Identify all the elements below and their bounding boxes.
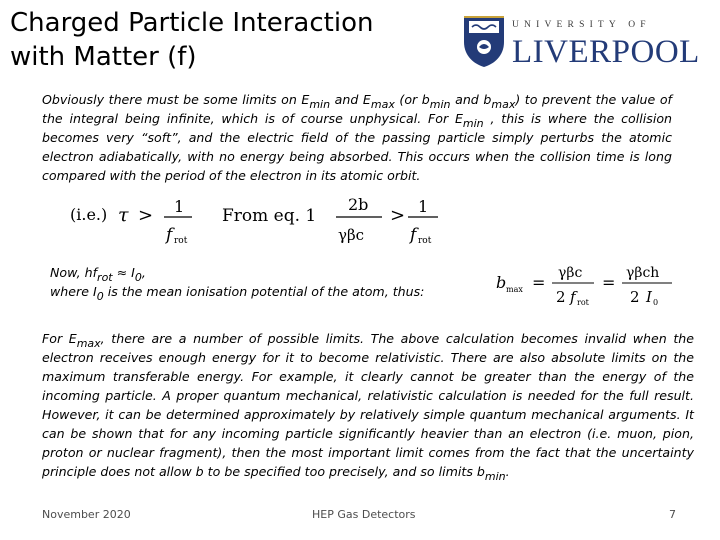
- eq2-den1-2: 2: [556, 288, 566, 306]
- eq2-eq-b: =: [602, 273, 616, 292]
- eq1-rot-a: rot: [174, 236, 188, 246]
- eq2-b: b: [496, 273, 507, 292]
- eq1-one-a: 1: [174, 197, 185, 216]
- eq1-ie: (i.e.): [70, 205, 108, 224]
- footer-date: November 2020: [42, 508, 131, 521]
- university-logo: [462, 14, 700, 74]
- eq2-den1-rot: rot: [577, 298, 589, 306]
- eq1-f-a: f: [166, 225, 173, 245]
- paragraph-ionisation: Now, $hf_{rot} \approx I_0$, where $I_0$ is the mean ionisation potential of the atom, thus:: [50, 265, 425, 303]
- eq2-eq-a: =: [532, 273, 546, 292]
- footer-page-number: 7: [669, 508, 676, 521]
- eq1-one-b: 1: [418, 197, 429, 216]
- eq2-den2-2: 2: [630, 288, 640, 306]
- eq2-num1: γβc: [558, 265, 583, 281]
- eq2-den1-f: f: [570, 288, 576, 306]
- eq1-gamma-beta-c: γβc: [338, 226, 365, 244]
- eq2-max: max: [506, 285, 523, 294]
- slide-title-line1: Charged Particle Interaction: [10, 8, 374, 38]
- eq1-rot-b: rot: [418, 236, 432, 246]
- eq1-from: From eq. 1: [222, 206, 317, 226]
- eq2-den2-I: I: [646, 288, 652, 306]
- eq1-gt-2: >: [390, 205, 406, 226]
- logo-university-of: UNIVERSITY OF: [512, 20, 651, 30]
- slide-title: [10, 6, 430, 74]
- eq1-f-b: f: [410, 225, 417, 245]
- footer-title: HEP Gas Detectors: [312, 508, 416, 521]
- paragraph-emax-limits: For $E_{max}$, there are a number of possible limits. The above calculation becomes invalid when the electron receives enough energy for it to become relativistic. There are also absolute limits on the maximum transferable energy. For example, it clearly cannot be greater than the energy of the incoming particle. A proper quantum mechanical, relativistic calculation is needed for the full result. However, it can be determined approximately by relatively simple quantum mechanical arguments. It can be shown that for any incoming particle significantly heavier than an electron (i.e. muon, pion, proton or nuclear fragment), then the most important limit comes from the fact that the uncertainty principle does not allow b to be specified too precisely, and so limits $b_{min}$.: [42, 331, 694, 483]
- eq2-den2-zero: 0: [653, 298, 659, 306]
- liverpool-crest-icon: [462, 14, 506, 68]
- eq1-two-b: 2b: [348, 195, 369, 214]
- logo-liverpool: LIVERPOOL: [512, 34, 700, 70]
- eq2-num2: γβch: [626, 265, 660, 281]
- eq1-gt: >: [138, 205, 154, 226]
- eq1-tau: τ: [118, 204, 129, 226]
- equation-collision-time: [66, 190, 446, 252]
- paragraph-limits-intro: Obviously there must be some limits on $E_{min}$ and $E_{max}$ (or $b_{min}$ and $b_{max}$) to prevent the value of the integral being infinite, which is of course unphysical. For $E_{min}$ , this is where the collision becomes very “soft”, and the electric field of the passing particle simply perturbs the atomic electron adiabatically, with no energy being absorbed. This occurs when the collision time is long compared with the period of the electron in its atomic orbit.: [42, 92, 673, 183]
- slide-title-line2: with Matter (f): [10, 42, 197, 72]
- equation-bmax: [490, 260, 680, 306]
